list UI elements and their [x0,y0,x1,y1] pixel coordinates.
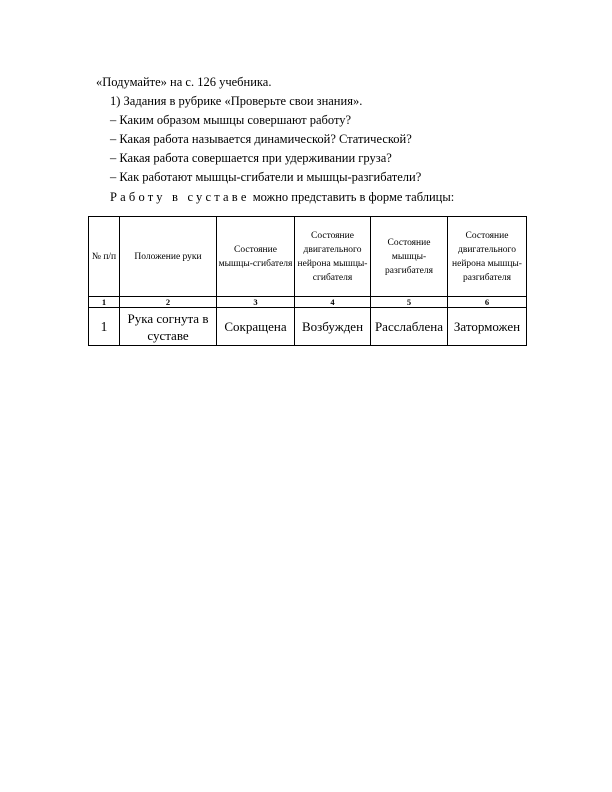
think-assignment-line: «Подумайте» на с. 126 учебника. [96,75,272,89]
header-cell-number: № п/п [89,217,120,297]
arm-position-cell: Рука согнута в суставе [120,308,217,346]
column-number: 1 [89,297,120,308]
spaced-phrase: Работу в суставе [110,190,250,204]
header-cell-extensor-neuron-state: Состояние двигательного нейрона мышцы-разгибателя [448,217,527,297]
table-intro-line [110,189,454,205]
column-number: 5 [371,297,448,308]
column-number-row [89,297,527,308]
extensor-neuron-state-cell: Заторможен [448,308,527,346]
column-number: 2 [120,297,217,308]
question-1: – Каким образом мышцы совершают работу? [110,113,352,127]
task-heading-line: 1) Задания в рубрике «Проверьте свои знания». [110,94,363,108]
header-cell-flexor-neuron-state: Состояние двигательного нейрона мышцы-сгибателя [295,217,371,297]
table-row [89,308,527,346]
header-cell-arm-position: Положение руки [120,217,217,297]
header-cell-flexor-state: Состояние мышцы-сгибателя [217,217,295,297]
flexor-state-cell: Сокращена [217,308,295,346]
question-3: – Какая работа совершается при удерживании груза? [110,151,392,165]
extensor-state-cell: Расслаблена [371,308,448,346]
question-2: – Какая работа называется динамической? Статической? [110,132,412,146]
column-number: 4 [295,297,371,308]
intro-rest: можно представить в форме таблицы: [252,190,455,204]
column-number: 6 [448,297,527,308]
table-header-row [89,217,527,297]
header-cell-extensor-state: Состояние мышцы-разгибателя [371,217,448,297]
question-4: – Как работают мышцы-сгибатели и мышцы-разгибатели? [110,170,422,184]
row-number-cell: 1 [89,308,120,346]
column-number: 3 [217,297,295,308]
flexor-neuron-state-cell: Возбужден [295,308,371,346]
joint-work-table [88,216,527,346]
